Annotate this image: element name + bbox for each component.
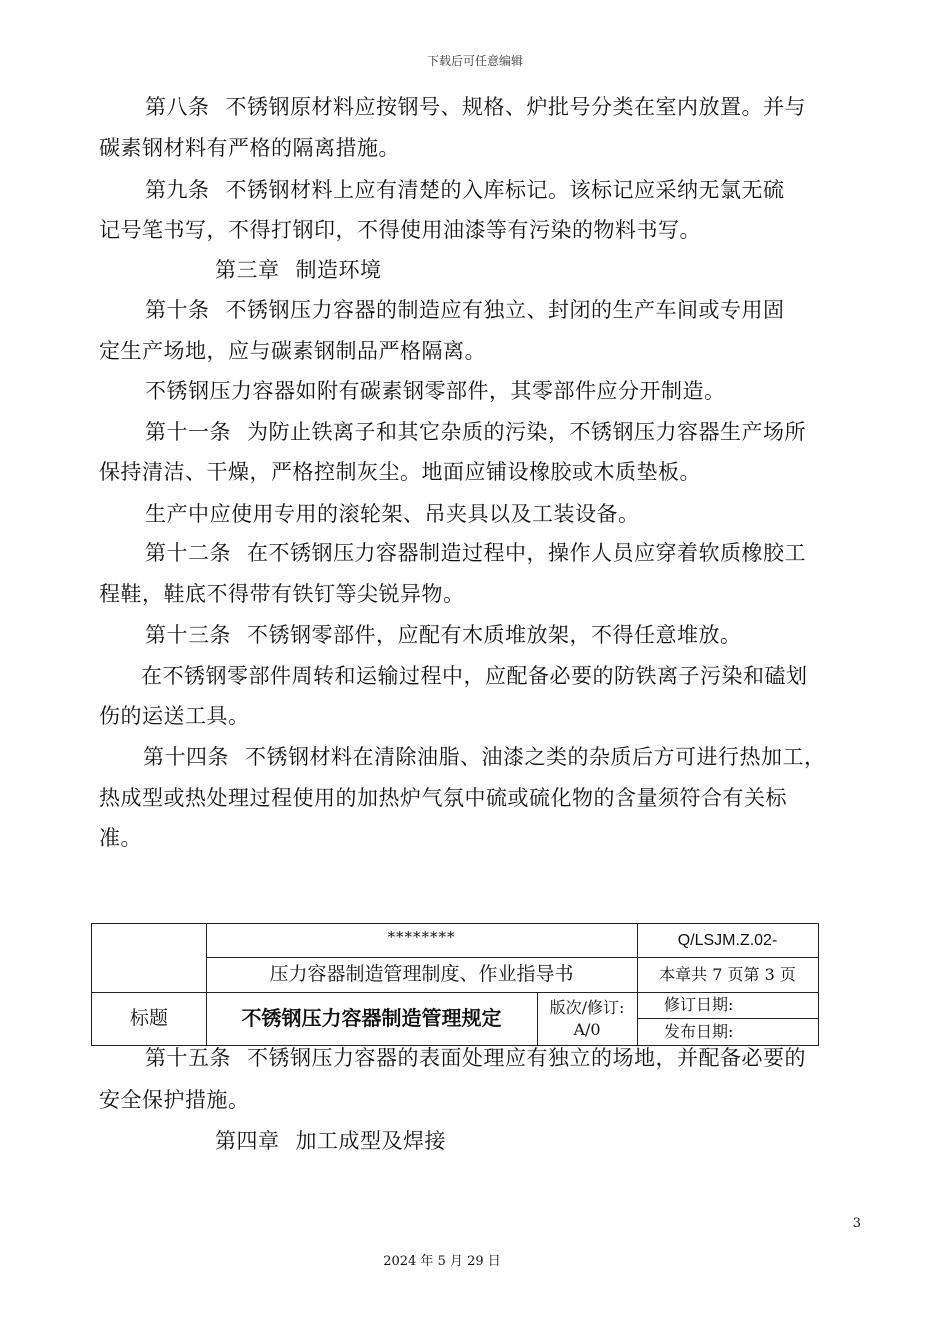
article-8-text-1: 不锈钢原材料应按钢号、规格、炉批号分类在室内放置。并与 [225,95,806,119]
series-title-cell: 压力容器制造管理制度、作业指导书 [269,963,574,985]
title-value-cell: 不锈钢压力容器制造管理规定 [241,1006,502,1030]
chapter-3-label: 第三章 [215,258,280,282]
article-12-line-2: 程鞋，鞋底不得带有铁钉等尖锐异物。 [99,582,465,606]
article-9-line-1 [145,175,785,205]
document-header-table [91,923,819,1046]
article-9-line-2: 记号笔书写，不得打钢印，不得使用油漆等有污染的物料书写。 [99,218,701,242]
article-12-line-1 [145,538,806,568]
article-13-label: 第十三条 [145,623,231,647]
header-note: 下载后可任意编辑 [426,54,523,68]
article-10-line-3: 不锈钢压力容器如附有碳素钢零部件，其零部件应分开制造。 [145,379,726,403]
article-10-line-2: 定生产场地，应与碳素钢制品严格隔离。 [99,339,486,363]
chapter-3-heading [215,255,382,285]
article-9-label: 第九条 [145,178,210,202]
article-10-label: 第十条 [145,298,210,322]
article-10-line-1 [145,295,785,325]
pages-cell: 本章共 7 页第 3 页 [659,965,796,984]
chapter-4-heading [215,1126,446,1156]
page-number: 3 [852,1216,861,1231]
publish-date-cell: 发布日期: [664,1022,734,1041]
version-label: 版次/修订: [549,998,625,1017]
article-15-line-1 [145,1043,806,1073]
article-12-label: 第十二条 [145,541,231,565]
article-11-line-3: 生产中应使用专用的滚轮架、吊夹具以及工装设备。 [145,502,640,526]
article-11-label: 第十一条 [145,420,231,444]
article-14-line-1 [143,742,826,772]
article-14-line-2: 热成型或热处理过程使用的加热炉气氛中硫或硫化物的含量须符合有关标 [99,786,787,810]
chapter-4-label: 第四章 [215,1129,280,1153]
article-10-text-1: 不锈钢压力容器的制造应有独立、封闭的生产车间或专用固 [225,298,785,322]
stars-cell: ******** [387,928,456,946]
article-13-line-3: 伤的运送工具。 [99,704,250,728]
article-11-line-2: 保持清洁、干燥，严格控制灰尘。地面应铺设橡胶或木质垫板。 [99,460,701,484]
version-value: A/0 [573,1020,601,1039]
article-9-text-1: 不锈钢材料上应有清楚的入库标记。该标记应采纳无氯无硫 [225,178,785,202]
article-15-label: 第十五条 [145,1046,231,1070]
title-label-cell: 标题 [129,1007,168,1029]
article-13-line-2: 在不锈钢零部件周转和运输过程中，应配备必要的防铁离子污染和磕划 [141,664,808,688]
article-15-line-2: 安全保护措施。 [99,1088,250,1112]
chapter-3-title: 制造环境 [295,258,382,282]
chapter-4-title: 加工成型及焊接 [295,1129,446,1153]
footer-date: 2024 年 5 月 29 日 [383,1254,501,1269]
version-cell [537,992,637,1045]
article-15-text-1: 不锈钢压力容器的表面处理应有独立的场地，并配备必要的 [247,1046,806,1070]
article-8-line-2: 碳素钢材料有严格的隔离措施。 [99,136,400,160]
article-11-text-1: 为防止铁离子和其它杂质的污染，不锈钢压力容器生产场所 [247,420,806,444]
doc-code-cell: Q/LSJM.Z.02- [677,932,778,949]
article-8-line-1 [145,92,806,122]
article-12-text-1: 在不锈钢压力容器制造过程中，操作人员应穿着软质橡胶工 [247,541,806,565]
article-8-label: 第八条 [145,95,210,119]
article-14-label: 第十四条 [143,745,229,769]
article-14-text-1: 不锈钢材料在清除油脂、油漆之类的杂质后方可进行热加工， [245,745,826,769]
revision-date-cell: 修订日期: [664,995,734,1014]
article-11-line-1 [145,417,806,447]
article-13-line-1 [145,620,742,650]
article-14-line-3: 准。 [99,826,142,850]
article-13-text-1: 不锈钢零部件，应配有木质堆放架，不得任意堆放。 [247,623,742,647]
